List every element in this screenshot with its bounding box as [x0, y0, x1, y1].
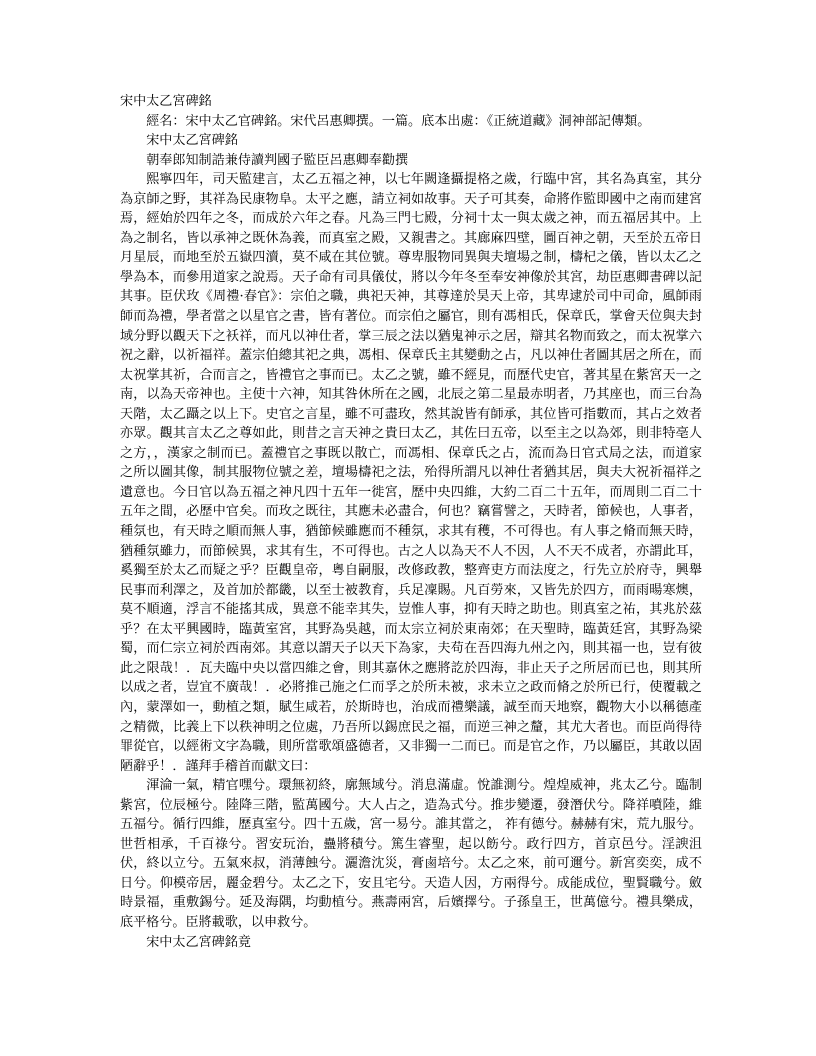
body-paragraph-main: 熙寧四年，司天監建言，太乙五福之神，以七年闕逢攝提格之歲，行臨中宮，其名為真室，其分為京師之野，其祥為民康物阜。太平之應，請立祠如故事。天子可其奏，命將作監即國中之南而建宮焉，經始於四年之冬，而成於六年之春。凡為三門七殿，分祠十太一與太歲之神，而五福居其中。上為之制名，皆以承神之既休為義，而真室之殿，又親書之。其廊麻四壁，圖百神之朝，天至於五帝日月星辰，而地至於五嶽四瀆，莫不咸在其位號。尊卑服物同異與夫壇場之制，檮杞之儀，皆以太乙之學為本，而參用道家之說焉。天子命有司具儀仗，將以今年冬至奉安神像於其宮，劫臣惠卿書碑以記其事。臣伏玫《周禮·春官》：宗伯之職，典祀天神，其尊達於昊天上帝，其卑逮於司中司命，風師雨師而為禮，學者當之以星官之書，皆有著位。而宗伯之屬官，則有馮相氏，保章氏，掌會天位與夫封域分野以觀天下之袄祥，而凡以神仕者，掌三辰之法以猶鬼神示之居，辯其名物而致之，而太祝掌六祝之辭，以祈福祥。蓋宗伯總其祀之典，馮相、保章氏主其變動之占，凡以神仕者圖其居之所在，而太祝掌其祈，合而言之，皆禮官之事而已。太乙之號，雖不經見，而歷代史官，著其星在紫宮天一之南，以為天帝神也。主使十六神，知其咎休所在之國，北辰之第二星最赤明者，乃其座也，而三台為天階，太乙躡之以上下。史官之言星，雖不可盡玫，然其說皆有師承，其位皆可指數而，其占之效者亦眾。觀其言太乙之尊如此，則昔之言天神之貴曰太乙，其佐曰五帝，以至主之以為郊，則非特亳人之方，，漢家之制而已。蓋禮官之事既以散亡，而馮相、保章氏之占，流而為日官式局之法，而道家之所以圖其像，制其服物位號之差，壇場檮祀之法，殆得所謂凡以神仕者猶其居，與夫大祝祈福祥之遺意也。今日官以為五福之神凡四十五年一徙宮，歷中央四維，大約二百二十五年，而周則二百二十五年之間，必歷中官矣。而玫之既往，其應未必盡合，何也？竊嘗譬之，天時者，節候也，人事者，種氛也，有天時之順而無人事，猶節候雖應而不種氛，求其有穫，不可得也。有人事之脩而無天時，猶種氛雖力，而節候異，求其有生，不可得也。古之人以為天不人不因，人不天不成者，亦謂此耳，奚獨至於太乙而疑之乎？臣觀皇帝，粵自嗣服，改修政教，整齊吏方而法度之，行先立於府寺，興舉民事而利澤之，及首加於都畿，以至士被教育，兵足凜賜。凡百勞來，又皆先於四方，而雨暘寒燠，莫不順適，浮言不能搖其成，異意不能幸其失，豈惟人事，抑有天時之助也。則真室之祐，其兆於茲乎？在太平興國時，臨黃室宮，其野為吳越，而太宗立祠於東南郊；在天聖時，臨黃廷宮，其野為梁蜀，而仁宗立祠於西南郊。其意以謂天子以天下為家，夫苟在吾四海九州之內，則其福一也，豈有彼此之限哉！．瓦夫臨中央以當四維之會，則其嘉休之應將訖於四海，非止天子之所居而已也，則其所以成之者，豈宜不廣哉！．必將推己施之仁而孚之於所未被，求未立之政而脩之於所已行，使覆載之內，蒙澤如一，動植之類，賦生咸若，於斯時也，治成而禮樂議，誠至而天地察，觀物大小以稱德產之精微，比義上下以秩神明之位處，乃吾所以錫庶民之福，而逆三神之釐，其尤大者也。而臣尚得待罪從官，以經術文字為職，則所當歌頌盛德者，又非獨一二而已。而是官之作，乃以屬臣，其敢以固陋辭乎！．謹拜手稽首而獻文曰：: [120, 172, 702, 774]
verse-inscription: 渾淪一氣，精官嘿兮。環無初終，廓無域兮。消息滿虛。悅誰測兮。煌煌威神，兆太乙兮。臨制紫宮，位辰極兮。陸降三階，監萬國兮。大人占之，造為式兮。推步變遷，發潛伏兮。降祥噴陸，維五福兮。循行四維，歷真室兮。四十五歲，宮一易兮。誰其當之， 祚有德兮。赫赫有宋，荒九服兮。世哲相承，千百祿兮。習安玩治，蠱將積兮。篤生睿聖，起以飭兮。政行四方，首京邑兮。淫諛沮伏，終以立兮。五氣來叔，消薄蝕兮。灑澹沈災，膏鹵培兮。太乙之來，前可邇兮。新宮奕奕，成不日兮。仰模帝居，麗金碧兮。太乙之下，安且宅兮。天造人因，方兩得兮。成能成位，聖賢職兮。斂時景福，重敷錫兮。延及海隅，均動植兮。燕壽兩宮，后嬪擇兮。子孫皇王，世萬億兮。禮具樂成，底平格兮。臣將載歌，以申救兮。: [120, 778, 702, 930]
author-byline: 朝奉郎知制誥兼侍讀判國子監臣呂惠卿奉勸撰: [146, 152, 409, 168]
doc-title: 宋中太乙宮碑銘: [120, 94, 212, 109]
document-text-block: [120, 92, 702, 952]
doc-colophon: 宋中太乙宮碑銘竟: [146, 934, 251, 950]
inscription-heading: 宋中太乙宮碑銘: [146, 133, 238, 149]
scripture-metadata: 經名：宋中太乙官碑銘。宋代呂惠卿撰。一篇。底本出處：《正統道藏》洞神部記傳類。: [146, 113, 651, 129]
